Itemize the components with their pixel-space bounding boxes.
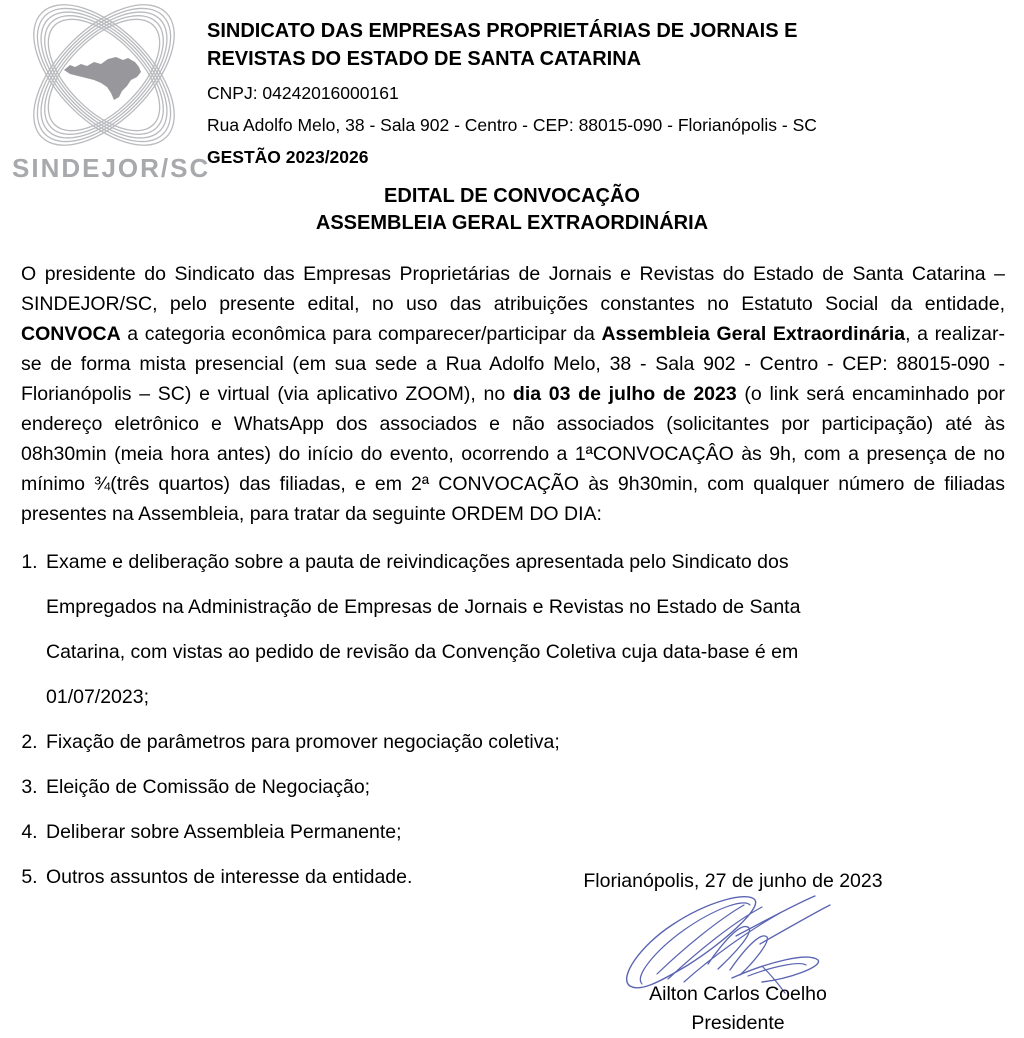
agenda-item: 5. Outros assuntos de interesse da entidade. (43, 855, 861, 900)
signer-role: Presidente (691, 1012, 785, 1034)
org-name-line2: REVISTAS DO ESTADO DE SANTA CATARINA (207, 47, 642, 70)
agenda-item: 3. Eleição de Comissão de Negociação; (43, 765, 861, 810)
agenda-list (21, 540, 861, 900)
text-run: , a realizar-se de forma mista presencial (em sua sede a Rua Adolfo Melo, 38 - Sala 902 - Centro - CEP: 88015-090 - Florianópolis – SC) e virtual (via aplicativo ZOOM), no (21, 323, 1005, 405)
edital-title-line2: ASSEMBLEIA GERAL EXTRAORDINÁRIA (315, 212, 709, 234)
edital-title (0, 183, 1024, 237)
agenda-section (21, 540, 861, 900)
santa-catarina-map-icon (64, 57, 141, 100)
agenda-item: 4. Deliberar sobre Assembleia Permanente; (43, 810, 861, 855)
cnpj-line: CNPJ: 04242016000161 (207, 83, 399, 103)
dateline: Florianópolis, 27 de junho de 2023 (583, 870, 883, 892)
agenda-item: 1. Exame e deliberação sobre a pauta de reivindicações apresentada pelo Sindicato dos Empregados na Administração de Empresas de Jornais e Revistas no Estado de Santa Catarina, com vistas ao pedido de revisão da Convenção Coletiva cuja data-base é em 01/07/2023; (43, 540, 861, 720)
edital-title-line1: EDITAL DE CONVOCAÇÃO (384, 185, 640, 207)
orbit-rings-icon (12, 4, 196, 146)
logo-wordmark: SINDEJOR/SC (12, 153, 211, 183)
letterhead (207, 18, 927, 169)
gestao-line: GESTÃO 2023/2026 (207, 147, 369, 167)
text-run: O presidente do Sindicato das Empresas Proprietárias de Jornais e Revistas do Estado de Santa Catarina – SINDEJOR/SC, pelo presente edital, no uso das atribuições constantes no Estatuto Social da entidade, (21, 263, 1005, 315)
agenda-item: 2. Fixação de parâmetros para promover negociação coletiva; (43, 720, 861, 765)
text-run: a categoria econômica para comparecer/participar da (120, 323, 602, 345)
text-run: (o link será encaminhado por endereço eletrônico e WhatsApp dos associados e não associados (solicitantes por participação) até às 08h30min (meia hora antes) do início do evento, ocorrendo a 1ªCONVOCAÇÂO às 9h, com a presença de no mínimo ¾(três quartos) das filiadas, e em 2ª CONVOCAÇÃO às 9h30min, com qualquer número de filiadas presentes na Assembleia, para tratar da seguinte ORDEM DO DIA: (21, 383, 1005, 525)
signer-block (548, 980, 928, 1038)
sindejor-logo (12, 4, 211, 184)
address-line: Rua Adolfo Melo, 38 - Sala 902 - Centro - CEP: 88015-090 - Florianópolis - SC (207, 115, 817, 135)
signer-name: Ailton Carlos Coelho (649, 983, 827, 1005)
signature (612, 892, 867, 994)
org-name-line1: SINDICATO DAS EMPRESAS PROPRIETÁRIAS DE JORNAIS E (207, 20, 798, 42)
bold-emphasis: CONVOCA (21, 323, 121, 345)
convocation-paragraph (21, 259, 1005, 529)
bold-emphasis: Assembleia Geral Extraordinária (601, 323, 906, 345)
bold-emphasis: dia 03 de julho de 2023 (512, 383, 737, 405)
